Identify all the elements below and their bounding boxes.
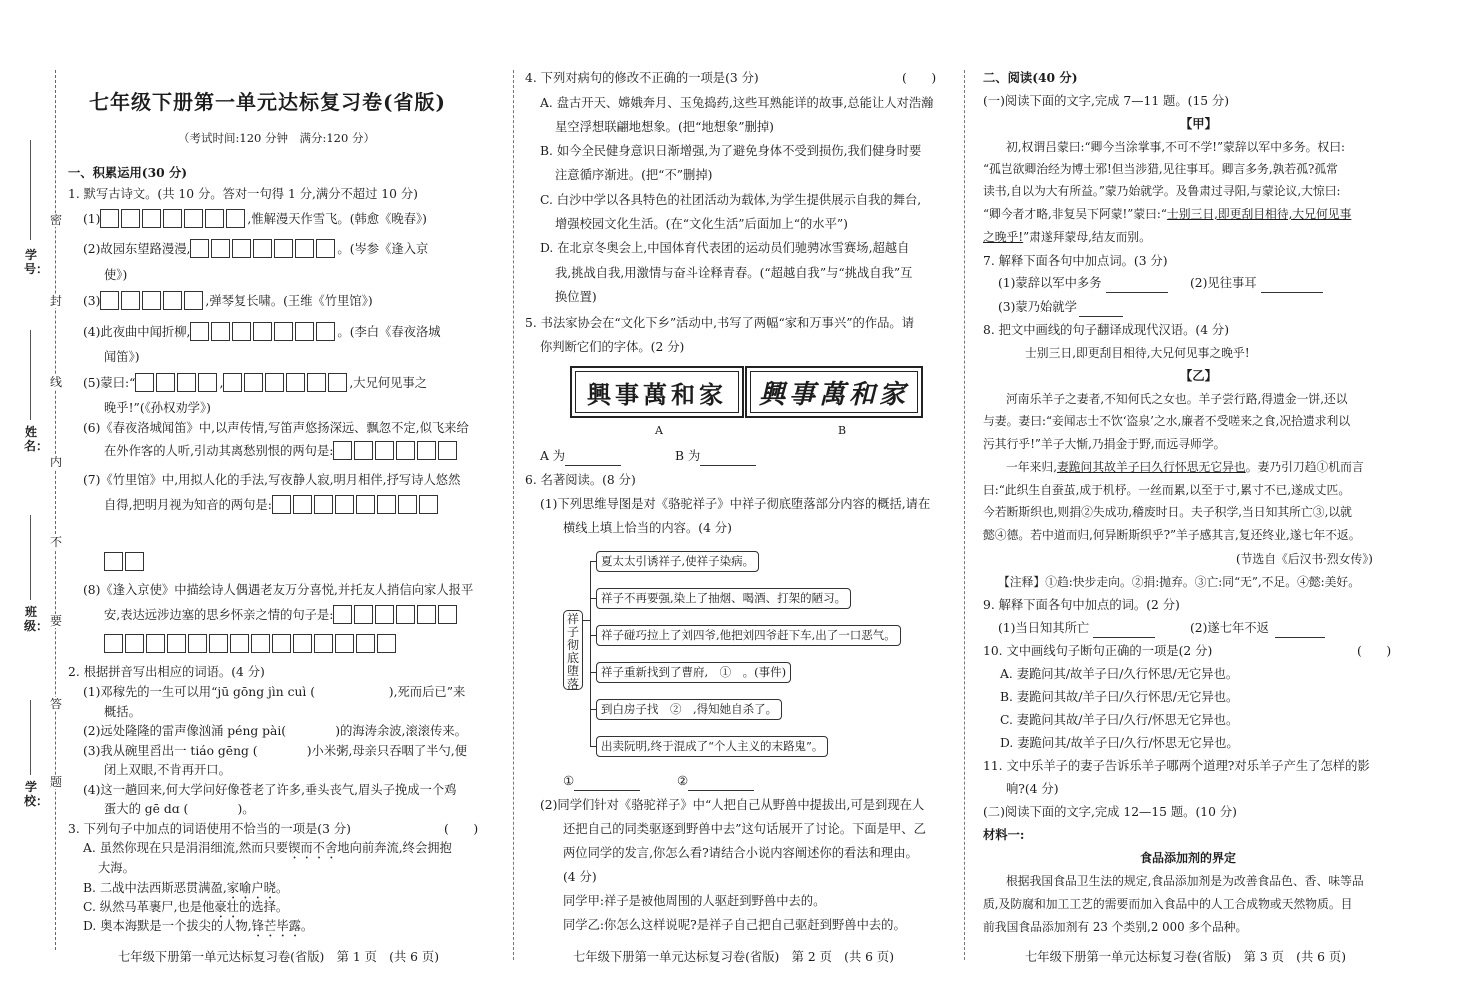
- answer-box[interactable]: [253, 239, 272, 258]
- q1-4-cont: 闻笛》): [104, 350, 140, 364]
- q8-sentence: 士别三日,即更刮目相待,大兄何见事之晚乎!: [1025, 346, 1250, 360]
- student-id-line: [30, 140, 31, 240]
- answer-box[interactable]: [244, 373, 263, 392]
- answer-box[interactable]: [223, 373, 242, 392]
- answer-box[interactable]: [375, 441, 394, 460]
- answer-box[interactable]: [121, 209, 140, 228]
- answer-box[interactable]: [121, 291, 140, 310]
- answer-box[interactable]: [333, 605, 352, 624]
- question-5-cont: 你判断它们的字体。(2 分): [540, 340, 685, 354]
- q1-6-text: 在外作客的人听,引动其离愁别恨的两句是:: [104, 444, 334, 458]
- q1-1-text: ,惟解漫天作雪飞。(韩愈《晚春》): [247, 212, 427, 226]
- question-7: 7. 解释下面各句中加点词。(3 分): [983, 254, 1168, 268]
- mindmap-node: 祥子碰巧拉上了刘四爷,他把刘四爷赶下车,出了一口恶气。: [596, 625, 901, 646]
- passage-jia-line: 初,权谓吕蒙曰:“卿今当涂掌事,不可不学!”蒙辞以军中多务。权曰:: [1006, 140, 1345, 154]
- answer-box[interactable]: [398, 495, 417, 514]
- q1-7-cont: [104, 495, 440, 515]
- q4-option-d-cont2: 换位置): [555, 290, 597, 304]
- passage-yi-line: 污其行乎!”羊子大惭,乃捐金于野,而远寻师学。: [983, 437, 1226, 451]
- underlined-sentence: 士别三日,即更刮目相待,大兄何见事: [1166, 207, 1352, 221]
- q1-1: [83, 209, 427, 229]
- answer-box[interactable]: [125, 552, 144, 571]
- calligraphy-b: [745, 366, 923, 418]
- binding-dashed-line: [55, 70, 56, 950]
- q10-option-b: B. 妻跪问其故/羊子曰/久行怀思/无它异也。: [1000, 690, 1239, 704]
- question-1: 1. 默写古诗文。(共 10 分。答对一句得 1 分,满分不超过 10 分): [68, 187, 418, 201]
- answer-box[interactable]: [293, 634, 312, 653]
- answer-box[interactable]: [100, 291, 119, 310]
- student-id-label: 学号：: [24, 248, 49, 276]
- answer-paren[interactable]: ( ): [902, 71, 937, 85]
- passage-jia-label: 【甲】: [1180, 116, 1217, 131]
- q1-8: (8)《逢入京使》中描绘诗人偶遇老友万分喜悦,并托友人捎信向家人报平: [83, 583, 474, 597]
- q6-2-cont3: (4 分): [563, 870, 597, 884]
- q2-1-text: (1)邓稼先的一生可以用“jū gōng jìn cuì ( ): [83, 685, 394, 699]
- name-label: 姓名：: [24, 425, 49, 453]
- answer-box[interactable]: [125, 634, 144, 653]
- answer-box[interactable]: [104, 634, 123, 653]
- page-footer: 七年级下册第一单元达标复习卷(省版) 第 2 页 (共 6 页): [573, 950, 895, 964]
- q4-option-c-cont: 增强校园文化生活。(在“文化生活”后面加上“的水平”): [555, 217, 848, 231]
- q6-2-cont2: 两位同学的发言,你怎么看?请结合小说内容阐述你的看法和理由。: [563, 846, 918, 860]
- q1-5-text2: ,大兄何见事之: [349, 376, 428, 390]
- calligraphy-a: [570, 366, 744, 418]
- answer-box[interactable]: [135, 373, 154, 392]
- question-2: 2. 根据拼音写出相应的词语。(4 分): [68, 665, 265, 679]
- reading-2-heading: (二)阅读下面的文字,完成 12—15 题。(10 分): [983, 805, 1237, 819]
- question-9: 9. 解释下面各句中加点的词。(2 分): [983, 598, 1180, 612]
- section-heading: 二、阅读(40 分): [983, 70, 1078, 85]
- q5-answer-b-label: B 为: [675, 449, 701, 463]
- seal-char: 不: [49, 535, 62, 549]
- q2-1-text2: ,死而后已”来: [393, 685, 466, 699]
- answer-box[interactable]: [396, 441, 415, 460]
- q3-option-a-cont: 大海。: [98, 861, 135, 875]
- q9-2: [1190, 618, 1325, 638]
- material-1-line: 根据我国食品卫生法的规定,食品添加剂是为改善食品色、香、味等品: [1006, 874, 1364, 888]
- answer-box[interactable]: [274, 322, 293, 341]
- answer-blank[interactable]: [1106, 278, 1168, 293]
- answer-box[interactable]: [142, 291, 161, 310]
- q1-6-cont: [104, 441, 459, 461]
- q1-2-source: 。(岑参《逢入京: [337, 242, 429, 256]
- q2-1: [83, 682, 465, 702]
- q6-1: (1)下列思维导图是对《骆驼祥子》中祥子彻底堕落部分内容的概括,请在: [540, 497, 931, 511]
- q6-2-student-b: 同学乙:你怎么这样说呢?是祥子自己把自己驱赶到野兽中去的。: [563, 918, 906, 932]
- answer-box[interactable]: [295, 239, 314, 258]
- answer-box[interactable]: [156, 373, 175, 392]
- answer-box[interactable]: [438, 605, 457, 624]
- blank-2-label: ②: [677, 774, 689, 788]
- answer-box[interactable]: [274, 239, 293, 258]
- answer-box[interactable]: [205, 209, 224, 228]
- mindmap-node: 祥子重新找到了曹府, ① 。(事件): [596, 662, 791, 683]
- passage-yi-line: 河南乐羊子之妻者,不知何氏之女也。羊子尝行路,得遗金一饼,还以: [1006, 392, 1348, 406]
- passage-yi-line: 懿④德。若中道而归,何异断斯织乎?”羊子感其言,复还终业,遂七年不返。: [983, 528, 1361, 542]
- passage-yi-line: 与妻。妻曰:“妾闻志士不饮‘盗泉’之水,廉者不受嗟来之食,况拾遗求利以: [983, 414, 1351, 428]
- answer-box[interactable]: [314, 634, 333, 653]
- answer-box[interactable]: [230, 634, 249, 653]
- q1-2: [83, 239, 428, 259]
- q6-1-cont: 横线上填上恰当的内容。(4 分): [563, 521, 732, 535]
- passage-yi-label: 【乙】: [1180, 368, 1217, 383]
- answer-blank[interactable]: [700, 451, 756, 466]
- question-10: 10. 文中画线句子断句正确的一项是(2 分): [983, 644, 1213, 658]
- answer-box[interactable]: [209, 634, 228, 653]
- answer-box[interactable]: [272, 495, 291, 514]
- q4-option-c: C. 白沙中学以各具特色的社团活动为载体,为学生提供展示自我的舞台,: [540, 193, 922, 207]
- q6-blank-1: [563, 771, 640, 791]
- q1-3: [83, 291, 373, 311]
- q3-d-text: D. 奥本海默是一个拔尖的人物,: [83, 919, 252, 933]
- q3-a-text2: 地向前奔流,终会拥抱: [337, 841, 452, 855]
- answer-box[interactable]: [184, 209, 203, 228]
- answer-box[interactable]: [438, 441, 457, 460]
- q9-2-text: (2)遂七年不返: [1190, 621, 1269, 635]
- q9-1-text: (1)当日知其所亡: [998, 621, 1090, 635]
- q3-c-text2: 的选择。: [238, 900, 289, 914]
- answer-box[interactable]: [232, 239, 251, 258]
- answer-box[interactable]: [177, 373, 196, 392]
- answer-box[interactable]: [293, 495, 312, 514]
- class-line: [30, 515, 31, 600]
- q4-option-a: A. 盘古开天、嫦娥奔月、玉兔捣药,这些耳熟能详的故事,总能让人对浩瀚: [540, 96, 934, 110]
- mindmap-node: 到白房子找 ② ,得知她自杀了。: [596, 699, 782, 720]
- q3-b-text2: 。: [275, 881, 289, 895]
- q1-2-text: (2)故园东望路漫漫,: [83, 242, 191, 256]
- answer-box[interactable]: [272, 634, 291, 653]
- calligraphy-b-frame: [750, 371, 918, 413]
- q1-3-text: ,弹琴复长啸。(王维《竹里馆》): [205, 294, 373, 308]
- answer-box[interactable]: [354, 441, 373, 460]
- answer-box[interactable]: [356, 495, 375, 514]
- q3-option-d: [83, 916, 313, 940]
- answer-box[interactable]: [417, 605, 436, 624]
- answer-box[interactable]: [188, 634, 207, 653]
- answer-box[interactable]: [232, 322, 251, 341]
- answer-box[interactable]: [419, 495, 438, 514]
- question-11: 11. 文中乐羊子的妻子告诉乐羊子哪两个道理?对乐羊子产生了怎样的影: [983, 759, 1370, 773]
- answer-box[interactable]: [286, 373, 305, 392]
- q4-option-d-cont: 我,挑战自我,用激情与奋斗诠释青春。(“超越自我”与“挑战自我”互: [555, 266, 913, 280]
- material-1-label: 材料一:: [983, 827, 1025, 842]
- answer-box[interactable]: [163, 291, 182, 310]
- q6-blank-2: [677, 771, 754, 791]
- answer-blank[interactable]: [688, 776, 754, 791]
- mindmap-root: 祥子彻底堕落: [563, 610, 583, 690]
- q1-4: [83, 322, 441, 342]
- passage-text: ”肃遂拜蒙母,结友而别。: [1023, 230, 1151, 244]
- q4-option-a-cont: 星空浮想联翩地想象。(把“地想象”删掉): [555, 120, 774, 134]
- q1-8-text: 安,表达远涉边塞的思乡怀亲之情的句子是:: [104, 608, 334, 622]
- passage-jia-line: [983, 227, 1151, 247]
- q7-1: [998, 273, 1168, 293]
- page-footer: 七年级下册第一单元达标复习卷(省版) 第 3 页 (共 6 页): [1025, 950, 1347, 964]
- answer-box[interactable]: [316, 239, 335, 258]
- q3-c-dotted: 豪壮: [214, 900, 239, 914]
- answer-box[interactable]: [167, 634, 186, 653]
- answer-box[interactable]: [226, 209, 245, 228]
- answer-box[interactable]: [396, 605, 415, 624]
- q1-6: (6)《春夜洛城闻笛》中,以声传情,写笛声悠扬深远、飘忽不定,似飞来给: [83, 421, 469, 435]
- exam-subtitle: （考试时间:120 分钟 满分:120 分）: [178, 131, 375, 145]
- q10-option-c: C. 妻跪问其故/羊子曰/久行/怀思无它异也。: [1000, 713, 1239, 727]
- school-line: [30, 700, 31, 775]
- question-3: 3. 下列句子中加点的词语使用不恰当的一项是(3 分): [68, 822, 351, 836]
- q3-b-dotted: 家喻户晓: [226, 881, 276, 895]
- q3-d-text2: 。: [300, 919, 314, 933]
- q2-4-cont: 蛋大的 gē dɑ ( )。: [104, 802, 255, 816]
- q2-2: (2)远处隆隆的雷声像汹涌 péng pài( )的海涛余波,滚滚传来。: [83, 724, 467, 738]
- answer-box[interactable]: [356, 634, 375, 653]
- answer-box[interactable]: [211, 239, 230, 258]
- answer-blank[interactable]: [1093, 623, 1155, 638]
- passage-yi-line: 今若断斯织也,则捐②失成功,稽废时日。夫子积学,当日知其所亡③,以就: [983, 505, 1352, 519]
- blank-1-label: ①: [563, 774, 575, 788]
- q1-3-num: (3): [83, 294, 101, 308]
- q3-d-dotted: 锋芒毕露: [251, 919, 301, 933]
- q3-a-dotted: 锲而不舍: [288, 841, 338, 855]
- answer-blank[interactable]: [1261, 278, 1323, 293]
- answer-box[interactable]: [253, 322, 272, 341]
- q4-option-b-cont: 注意循序渐进。(把“不”删掉): [555, 168, 713, 182]
- seal-char: 内: [49, 455, 62, 469]
- seal-char: 封: [49, 294, 62, 308]
- q1-7-boxes: [104, 552, 146, 572]
- q5-answer-a-label: A 为: [540, 449, 566, 463]
- q2-3-cont: 闭上双眼,不肯再开口。: [104, 763, 231, 777]
- q3-option-a: [83, 838, 452, 862]
- answer-box[interactable]: [190, 239, 209, 258]
- answer-box[interactable]: [100, 209, 119, 228]
- answer-box[interactable]: [198, 373, 217, 392]
- answer-box[interactable]: [314, 495, 333, 514]
- question-11-cont: 响?(4 分): [1006, 782, 1059, 796]
- q4-option-d: D. 在北京冬奥会上,中国体育代表团的运动员们驰骋冰雪赛场,超越自: [540, 241, 910, 255]
- q10-option-d: D. 妻跪问其/故羊子曰/久行/怀思无它异也。: [1000, 736, 1239, 750]
- mindmap-node: 出卖阮明,终于混成了“个人主义的末路鬼”。: [596, 736, 828, 757]
- passage-source: (节选自《后汉书·烈女传》): [1236, 552, 1373, 566]
- q2-3: (3)我从碗里舀出一 tiáo gēng ( )小米粥,母亲只吞咽了半勺,便: [83, 744, 467, 758]
- calligraphy-a-text: 興事萬和家: [587, 380, 727, 409]
- q3-a-text: A. 虽然你现在只是涓涓细流,然而只要: [83, 841, 289, 855]
- answer-blank[interactable]: [565, 451, 621, 466]
- answer-box[interactable]: [190, 322, 209, 341]
- q1-4-text: (4)此夜曲中闻折柳,: [83, 325, 191, 339]
- passage-jia-line: 读书,自以为大有所益。”蒙乃始就学。及鲁肃过寻阳,与蒙论议,大惊曰:: [983, 184, 1341, 198]
- answer-blank[interactable]: [574, 776, 640, 791]
- q5-answer-a: [540, 446, 621, 466]
- question-6: 6. 名著阅读。(8 分): [525, 473, 636, 487]
- answer-box[interactable]: [375, 605, 394, 624]
- answer-box[interactable]: [295, 322, 314, 341]
- answer-box[interactable]: [265, 373, 284, 392]
- column-divider: [964, 70, 965, 960]
- answer-box[interactable]: [104, 552, 123, 571]
- q6-2: (2)同学们针对《骆驼祥子》中“人把自己从野兽中提拔出,可是到现在人: [540, 798, 925, 812]
- answer-box[interactable]: [146, 634, 165, 653]
- answer-box[interactable]: [163, 209, 182, 228]
- answer-blank[interactable]: [1079, 302, 1123, 317]
- underlined-sentence: 之晚乎!: [983, 230, 1024, 244]
- q7-3: [998, 297, 1123, 317]
- q3-b-text: B. 二战中法西斯恶贯满盈,: [83, 881, 227, 895]
- calligraphy-label-a: A: [655, 424, 663, 437]
- q1-7-text: 自得,把明月视为知音的两句是:: [104, 498, 272, 512]
- q1-8-cont: [104, 605, 459, 625]
- passage-yi-line: [1006, 457, 1364, 477]
- answer-box[interactable]: [377, 495, 396, 514]
- answer-box[interactable]: [184, 291, 203, 310]
- q7-3-text: (3)蒙乃始就学: [998, 300, 1077, 314]
- answer-box[interactable]: [211, 322, 230, 341]
- annotations: 【注释】①趋:快步走向。②捐:抛弃。③亡:同“无”,不足。④懿:美好。: [998, 575, 1361, 589]
- seal-char: 题: [49, 775, 62, 789]
- q2-4: (4)这一趟回来,何大学问好像苍老了许多,垂头丧气,眉头子挽成一个鸡: [83, 783, 457, 797]
- q9-1: [998, 618, 1155, 638]
- answer-box[interactable]: [251, 634, 270, 653]
- material-1-title: 食品添加剂的界定: [1140, 851, 1237, 865]
- q3-c-text: C. 纵然马革裹尸,也是他: [83, 900, 215, 914]
- passage-text: “卿今者才略,非复吴下阿蒙!”蒙曰:“: [983, 207, 1167, 221]
- mindmap-root-connector: [583, 620, 590, 621]
- seal-char: 答: [49, 697, 62, 711]
- answer-box[interactable]: [328, 373, 347, 392]
- q10-option-a: A. 妻跪问其/故羊子曰/久行怀思/无它异也。: [1000, 667, 1239, 681]
- q2-1-cont: 概括。: [104, 705, 141, 719]
- question-8: 8. 把文中画线的句子翻译成现代汉语。(4 分): [983, 323, 1230, 337]
- seal-char: 要: [49, 614, 62, 628]
- material-1-line: 质,及防腐和加工工艺的需要而加入食品中的人工合成物或天然物质。目: [983, 897, 1353, 911]
- answer-paren[interactable]: ( ): [1357, 644, 1392, 658]
- passage-text: 一年来归,: [1006, 460, 1057, 474]
- q7-2-text: (2)见往事耳: [1190, 276, 1257, 290]
- q4-option-b: B. 如今全民健身意识日渐增强,为了避免身体不受到损伤,我们健身时要: [540, 144, 922, 158]
- material-1-line: 前我国食品添加剂有 23 个类别,2 000 多个品种。: [983, 920, 1248, 934]
- q1-5-text: (5)蒙曰:“: [83, 376, 136, 390]
- seal-char: 线: [49, 375, 62, 389]
- question-4: 4. 下列对病句的修改不正确的一项是(3 分): [525, 71, 759, 85]
- class-label: 班级：: [24, 605, 49, 633]
- answer-box[interactable]: [142, 209, 161, 228]
- passage-jia-line: “孤岂欲卿治经为博士邪!但当涉猎,见往事耳。卿言多务,孰若孤?孤常: [983, 162, 1338, 176]
- school-label: 学校：: [24, 780, 49, 808]
- answer-box[interactable]: [335, 495, 354, 514]
- seal-char: 密: [49, 213, 62, 227]
- q6-2-student-a: 同学甲:祥子是被他周围的人驱赶到野兽中去的。: [563, 894, 826, 908]
- q1-1-num: (1): [83, 212, 101, 226]
- page-footer: 七年级下册第一单元达标复习卷(省版) 第 1 页 (共 6 页): [118, 950, 440, 964]
- passage-text: 。妻乃引刀趋①机而言: [1245, 460, 1364, 474]
- passage-jia-line: [983, 204, 1351, 224]
- q1-7: (7)《竹里馆》中,用拟人化的手法,写夜静人寂,明月相伴,抒写诗人悠然: [83, 473, 461, 487]
- answer-paren[interactable]: ( ): [444, 822, 479, 836]
- answer-box[interactable]: [307, 373, 326, 392]
- calligraphy-b-text: 興事萬和家: [758, 379, 909, 410]
- q7-1-text: (1)蒙辞以军中多务: [998, 276, 1102, 290]
- name-line: [30, 330, 31, 420]
- answer-box[interactable]: [335, 634, 354, 653]
- answer-box[interactable]: [354, 605, 373, 624]
- section-heading: 一、积累运用(30 分): [68, 165, 188, 180]
- mindmap-node: 祥子不再要强,染上了抽烟、喝酒、打架的陋习。: [596, 588, 851, 609]
- calligraphy-a-frame: [575, 371, 739, 413]
- reading-1-heading: (一)阅读下面的文字,完成 7—11 题。(15 分): [983, 94, 1230, 108]
- answer-box[interactable]: [377, 634, 396, 653]
- exam-title: 七年级下册第一单元达标复习卷(省版): [89, 90, 446, 114]
- answer-box[interactable]: [333, 441, 352, 460]
- answer-box[interactable]: [417, 441, 436, 460]
- answer-box[interactable]: [316, 322, 335, 341]
- mindmap-node: 夏太太引诱祥子,使祥子染病。: [596, 551, 759, 572]
- mindmap-connector: [590, 561, 591, 747]
- question-5: 5. 书法家协会在“文化下乡”活动中,书写了两幅“家和万事兴”的作品。请: [525, 316, 915, 330]
- underlined-sentence: 妻跪问其故羊子曰久行怀思无它异也: [1056, 460, 1246, 474]
- calligraphy-label-b: B: [838, 424, 847, 437]
- q1-4-source: 。(李白《春夜洛城: [337, 325, 441, 339]
- q7-2: [1190, 273, 1323, 293]
- q6-2-cont: 还把自己的同类驱逐到野兽中去”这句话展开了讨论。下面是甲、乙: [563, 822, 926, 836]
- answer-blank[interactable]: [1275, 623, 1325, 638]
- q1-5-cont: 晚乎!”(《孙权劝学》): [104, 401, 211, 415]
- q1-8-boxes: [104, 634, 398, 654]
- q1-5: (5)蒙曰:“ , ,大兄何见事之: [83, 373, 427, 393]
- q1-2-cont: 使》): [104, 268, 128, 282]
- column-divider: [513, 70, 514, 960]
- passage-yi-line: 曰:“此织生自蚕茧,成于机杼。一丝而累,以至于寸,累寸不已,遂成丈匹。: [983, 483, 1351, 497]
- q5-answer-b: [675, 446, 756, 466]
